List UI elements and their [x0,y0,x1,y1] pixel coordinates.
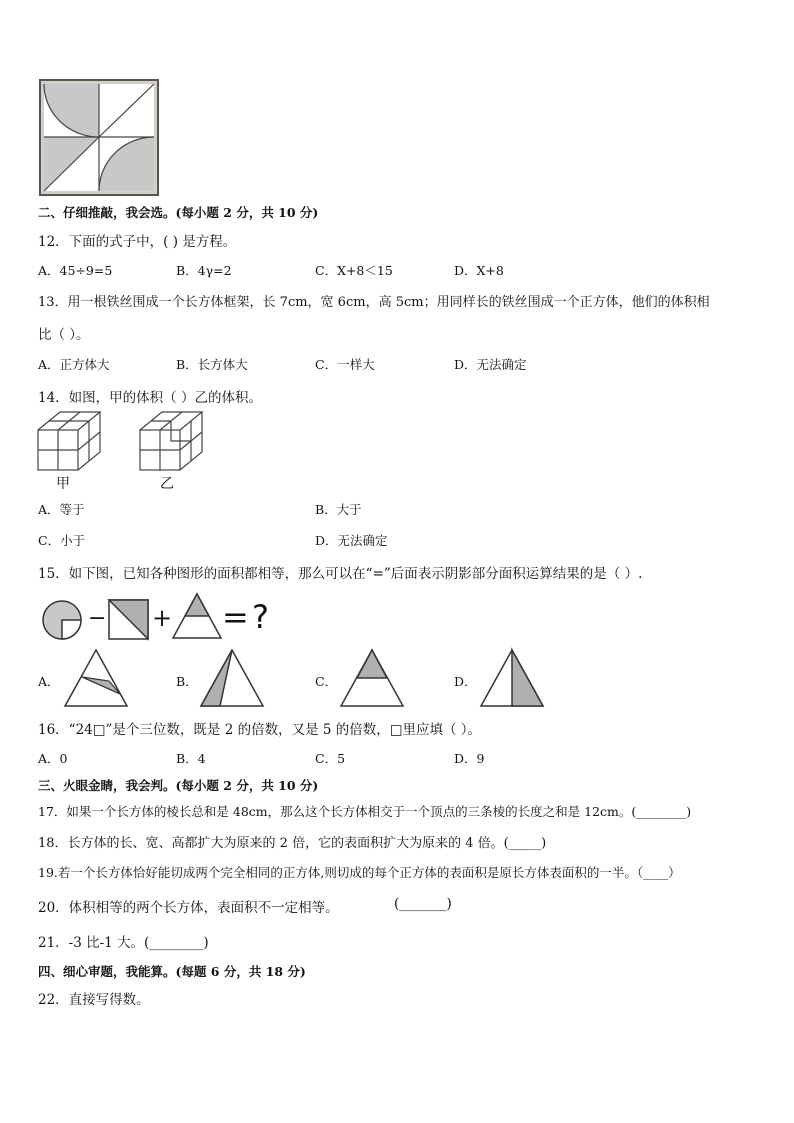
q15-option-a-triangle[interactable] [64,649,128,707]
cube-figure-jia [38,410,104,472]
q15-triangle-figure [172,593,222,639]
q14-option-a[interactable]: A．等于 [38,502,85,517]
q21-text: 21．-3 比-1 大。(________) [38,935,209,951]
q15-option-b-triangle[interactable] [200,649,264,707]
q15-option-c-triangle[interactable] [340,649,404,707]
q13-stem-line1: 13．用一根铁丝围成一个长方体框架，长 7cm，宽 6cm，高 5cm；用同样长的铁丝围成一个正方体，他们的体积相 [38,295,710,310]
q12-option-b[interactable]: B．4γ=2 [176,263,232,278]
q13-option-c[interactable]: C．一样大 [315,357,375,372]
q13-option-d[interactable]: D．无法确定 [454,357,527,372]
q15-plus: + [152,604,173,632]
section-4-title: 四、细心审题，我能算。(每题 6 分，共 18 分) [38,964,306,979]
q12-stem: 12．下面的式子中，( ) 是方程。 [38,234,237,250]
q15-option-d-triangle[interactable] [480,649,544,707]
q20-answer-blank[interactable]: (_______) [394,896,452,912]
q17-text: 17．如果一个长方体的棱长总和是 48cm，那么这个长方体相交于一个顶点的三条棱的长度之和是 12cm。(________) [38,804,692,819]
q14-option-d[interactable]: D．无法确定 [315,533,388,548]
q19-text: 19.若一个长方体恰好能切成两个完全相同的正方体,则切成的每个正方体的表面积是原长方体表面积的一半。（____） [38,865,681,880]
q14-option-b[interactable]: B．大于 [315,502,362,517]
section-2-title: 二、仔细推敲，我会选。(每小题 2 分，共 10 分) [38,205,319,220]
label-jia: 甲 [56,476,70,492]
q18-text: 18．长方体的长、宽、高都扩大为原来的 2 倍，它的表面积扩大为原来的 4 倍。(_____) [38,836,547,851]
q16-option-c[interactable]: C．5 [315,751,346,766]
q12-option-c[interactable]: C．X+8＜15 [315,263,393,278]
q12-option-a[interactable]: A．45÷9=5 [38,263,113,278]
q15-option-d[interactable]: D． [454,674,477,689]
q16-option-b[interactable]: B．4 [176,751,206,766]
q22-text: 22．直接写得数。 [38,992,150,1008]
q16-stem: 16．“24□”是个三位数，既是 2 的倍数，又是 5 的倍数，□里应填（ ）。 [38,722,482,738]
q14-option-c[interactable]: C．小于 [38,533,86,548]
q15-square-figure [108,599,150,641]
pinwheel-figure [40,80,160,196]
q14-stem: 14．如图，甲的体积（ ）乙的体积。 [38,390,262,406]
cube-figure-yi [140,410,206,472]
q15-minus: − [88,606,107,631]
q13-option-a[interactable]: A．正方体大 [38,357,110,372]
q15-option-a[interactable]: A． [38,674,60,689]
q15-option-c[interactable]: C． [315,674,338,689]
q15-option-b[interactable]: B． [176,674,198,689]
q20-text: 20．体积相等的两个长方体，表面积不一定相等。 [38,900,339,916]
q16-option-a[interactable]: A．0 [38,751,68,766]
q16-option-d[interactable]: D．9 [454,751,485,766]
q13-stem-line2: 比（ ）。 [38,327,90,343]
section-3-title: 三、火眼金睛，我会判。(每小题 2 分，共 10 分) [38,778,319,793]
q13-option-b[interactable]: B．长方体大 [176,357,248,372]
q15-question-mark: ? [252,598,269,636]
q15-equals: = [222,598,249,636]
q12-option-d[interactable]: D．X+8 [454,263,504,278]
label-yi: 乙 [160,476,174,492]
q15-circle-figure [42,600,84,642]
q15-stem: 15．如下图，已知各种图形的面积都相等，那么可以在“=”后面表示阴影部分面积运算结果的是（ ）. [38,566,643,582]
